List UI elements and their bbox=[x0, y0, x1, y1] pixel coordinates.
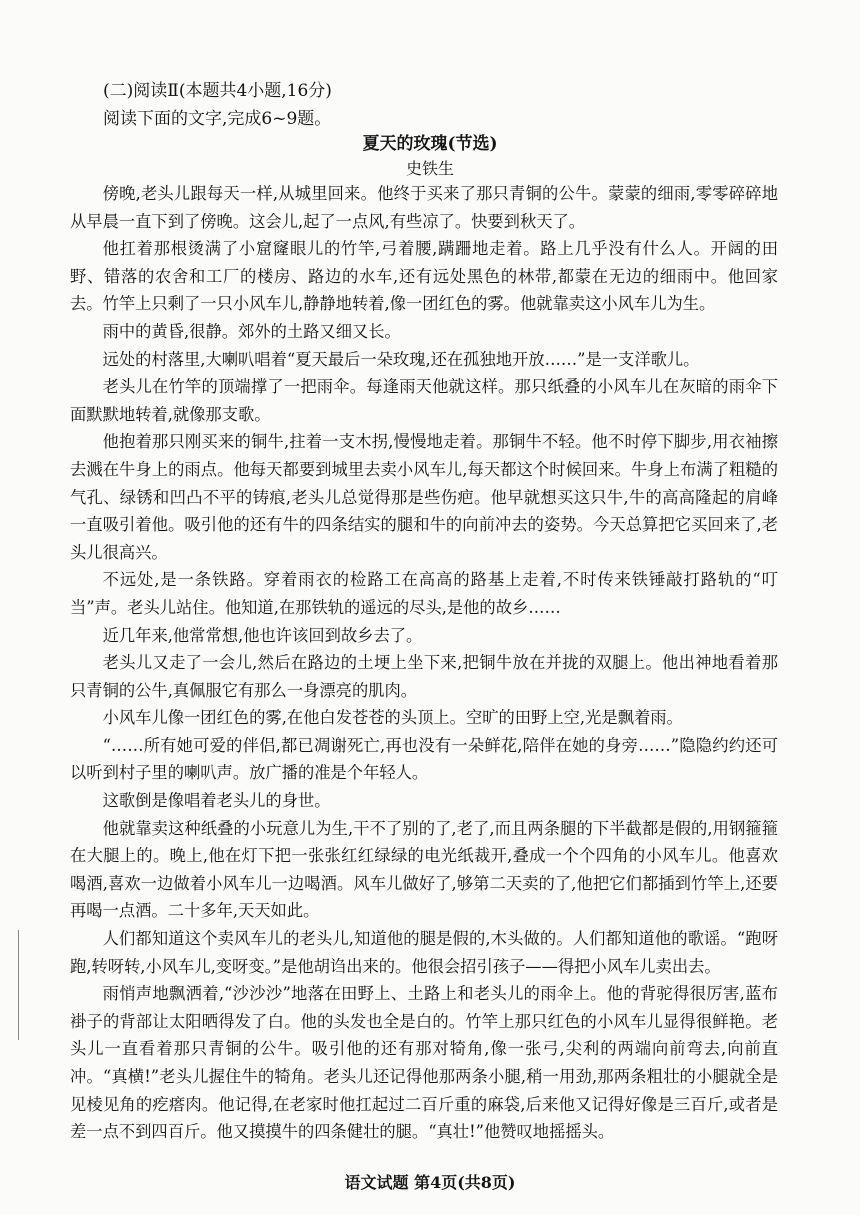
paragraph: 这歌倒是像唱着老头儿的身世。 bbox=[102, 791, 331, 811]
paragraph: 远处的村落里,大喇叭唱着“夏天最后一朵玫瑰,还在孤独地开放……”是一支洋歌儿。 bbox=[102, 349, 700, 369]
paragraph: 老头儿在竹竿的顶端撑了一把雨伞。每逢雨天他就这样。那只纸叠的小风车儿在灰暗的雨伞下面默默地转着,就像那支歌。 bbox=[70, 377, 778, 424]
instruction: 阅读下面的文字,完成6~9题。 bbox=[103, 109, 332, 129]
article-title: 夏天的玫瑰(节选) bbox=[362, 134, 498, 154]
section-heading: (二)阅读Ⅱ(本题共4小题,16分) bbox=[103, 81, 332, 101]
paragraph: 他就靠卖这种纸叠的小玩意儿为生,干不了别的了,老了,而且两条腿的下半截都是假的,用钢箍箍在大腿上的。晚上,他在灯下把一张张红红绿绿的电光纸裁开,叠成一个个四角的小风车儿。他喜欢喝酒,喜欢一边做着小风车儿一边喝酒。风车儿做好了,够第二天卖的了,他把它们都插到竹竿上,还要再喝一点酒。二十多年,天天如此。 bbox=[70, 818, 778, 921]
article-author: 史铁生 bbox=[405, 159, 454, 178]
paragraph: 人们都知道这个卖风车儿的老头儿,知道他的腿是假的,木头做的。人们都知道他的歌谣。“跑呀跑,转呀转,小风车儿,变呀变。”是他胡诌出来的。他很会招引孩子——得把小风车儿卖出去。 bbox=[70, 929, 778, 976]
paragraph: 雨中的黄昏,很静。郊外的土路又细又长。 bbox=[102, 321, 401, 341]
paragraph: 老头儿又走了一会儿,然后在路边的土埂上坐下来,把铜牛放在并拢的双腿上。他出神地看着那只青铜的公牛,真佩服它有那么一身漂亮的肌肉。 bbox=[70, 653, 778, 700]
paragraph: 近几年来,他常常想,他也许该回到故乡去了。 bbox=[102, 625, 423, 645]
paragraph: 不远处,是一条铁路。穿着雨衣的检路工在高高的路基上走着,不时传来铁锤敲打路轨的“叮当”声。老头儿站住。他知道,在那铁轨的遥远的尽头,是他的故乡…… bbox=[70, 570, 778, 617]
paragraph: 傍晚,老头儿跟每天一样,从城里回来。他终于买来了那只青铜的公牛。蒙蒙的细雨,零零碎碎地从早晨一直下到了傍晚。这会儿,起了一点风,有些凉了。快要到秋天了。 bbox=[70, 184, 778, 231]
paragraph: 雨悄声地飘洒着,“沙沙沙”地落在田野上、土路上和老头儿的雨伞上。他的背驼得很厉害,蓝布褂子的背部让太阳晒得发了白。他的头发也全是白的。竹竿上那只红色的小风车儿显得很鲜艳。老头儿一直看着那只青铜的公牛。吸引他的还有那对犄角,像一张弓,尖利的两端向前弯去,向前直冲。“真横!”老头儿握住牛的犄角。老头儿还记得他那两条小腿,稍一用劲,那两条粗壮的小腿就全是见棱见角的疙瘩肉。他记得,在老家时他扛起过二百斤重的麻袋,后来他又记得好像是三百斤,或者是差一点不到四百斤。他又摸摸牛的四条健壮的腿。“真壮!”他赞叹地摇摇头。 bbox=[70, 984, 778, 1142]
paragraph: 小风车儿像一团红色的雾,在他白发苍苍的头顶上。空旷的田野上空,光是飘着雨。 bbox=[102, 708, 683, 728]
page-footer: 语文试题 第4页(共8页) bbox=[344, 1173, 516, 1192]
article-body bbox=[70, 180, 778, 1146]
paragraph: 他抱着那只刚买来的铜牛,拄着一支木拐,慢慢地走着。那铜牛不轻。他不时停下脚步,用衣袖擦去溅在牛身上的雨点。他每天都要到城里去卖小风车儿,每天都这个时候回来。牛身上布满了粗糙的气孔、绿锈和凹凸不平的铸痕,老头儿总觉得那是些伤疤。他早就想买这只牛,牛的高高隆起的肩峰一直吸引着他。吸引他的还有牛的四条结实的腿和牛的向前冲去的姿势。今天总算把它买回来了,老头儿很高兴。 bbox=[70, 432, 778, 562]
paragraph: 他扛着那根烫满了小窟窿眼儿的竹竿,弓着腰,蹒跚地走着。路上几乎没有什么人。开阔的田野、错落的农舍和工厂的楼房、路边的水车,还有远处黑色的林带,都蒙在无边的细雨中。他回家去。竹竿上只剩了一只小风车儿,静静地转着,像一团红色的雾。他就靠卖这小风车儿为生。 bbox=[70, 239, 778, 314]
paragraph: “……所有她可爱的伴侣,都已凋谢死亡,再也没有一朵鲜花,陪伴在她的身旁……”隐隐约约还可以听到村子里的喇叭声。放广播的准是个年轻人。 bbox=[70, 735, 778, 783]
binding-margin-line bbox=[18, 930, 19, 1040]
